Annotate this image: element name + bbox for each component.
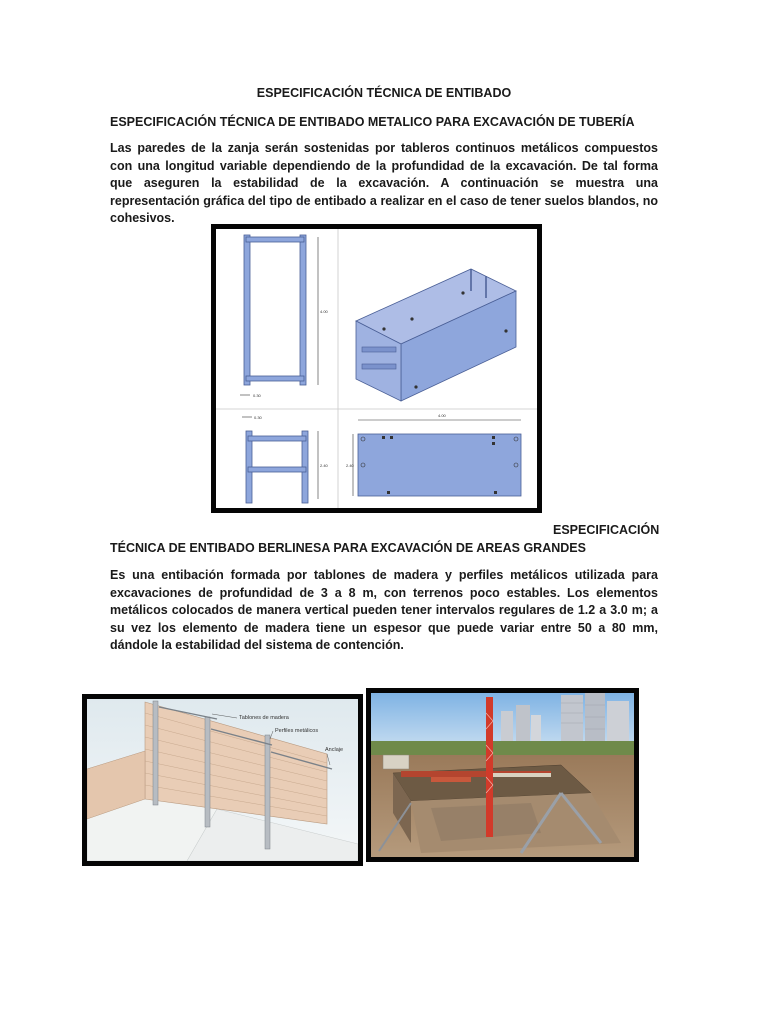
label-wood-planks: Tablones de madera	[239, 715, 289, 721]
dim-length-label: 4.00	[438, 413, 446, 418]
side-elevation	[242, 415, 329, 503]
section2-heading-line2: TÉCNICA DE ENTIBADO BERLINESA PARA EXCAVACIÓN DE AREAS GRANDES	[110, 541, 586, 555]
section1-paragraph	[110, 140, 658, 228]
berlin-diagram-svg	[87, 699, 358, 861]
section2-heading-line1: ESPECIFICACIÓN	[553, 523, 660, 537]
front-elevation	[240, 235, 329, 398]
section1-heading: ESPECIFICACIÓN TÉCNICA DE ENTIBADO METALICO PARA EXCAVACIÓN DE TUBERÍA	[110, 115, 635, 129]
dim-height-label: 4.00	[320, 309, 328, 314]
document-title: ESPECIFICACIÓN TÉCNICA DE ENTIBADO	[256, 86, 512, 100]
berlin-wall-diagram	[82, 694, 363, 866]
section1-body: Las paredes de la zanja serán sostenidas por tableros continuos metálicos compuestos con una longitud variable dependiendo de la profundidad de la excavación. De tal forma que aseguren la estabilidad de la excavación. A continuación se muestra una representación gráfica del tipo de entibado a realizar en el caso de tener suelos blandos, no cohesivos.	[110, 141, 658, 225]
dim-small-bottom-label: 0.30	[254, 415, 262, 420]
section2-body: Es una entibación formada por tablones de madera y perfiles metálicos utilizada para excavaciones de profundidad de 3 a 8 m, con terrenos poco estables. Los elementos metálicos colocados de manera vertical pueden tener intervalos regulares de 1.2 a 3.0 m; a su vez los elemento de madera tiene un espesor que puede variar entre 50 a 80 mm, dándole la estabilidad del sistema de contención.	[110, 568, 658, 652]
shoring-drawing-svg	[216, 229, 537, 508]
steel-shoring-drawing	[211, 224, 542, 513]
isometric-view	[356, 269, 516, 401]
dim-side-h2-label: 2.40	[346, 463, 354, 468]
site-photo-svg	[371, 693, 634, 857]
dim-side-h-label: 2.40	[320, 463, 328, 468]
panel-elevation	[346, 413, 521, 496]
dim-small-top-label: 0.30	[253, 393, 261, 398]
construction-site-photo	[366, 688, 639, 862]
label-steel-profiles: Perfiles metálicos	[275, 728, 319, 734]
section2-paragraph	[110, 567, 658, 655]
label-anchor: Anclaje	[325, 747, 344, 753]
